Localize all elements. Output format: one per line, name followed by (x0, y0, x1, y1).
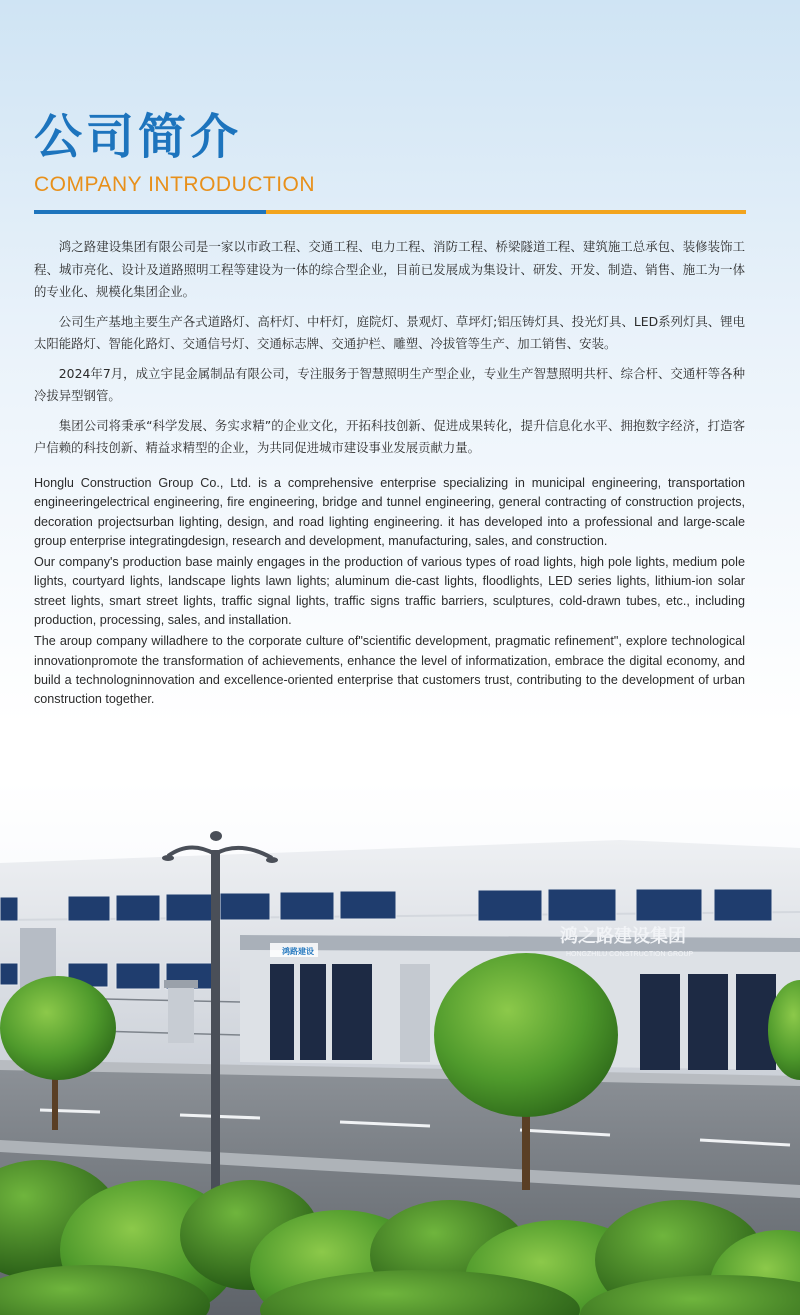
intro-cn-paragraph: 公司生产基地主要生产各式道路灯、高杆灯、中杆灯，庭院灯、景观灯、草坪灯;铝压铸灯具、投光灯具、LED系列灯具、锂电太阳能路灯、智能化路灯、交通信号灯、交通标志牌、交通护栏、雕塑、冷拔管等生产、加工销售、安装。 (34, 313, 745, 351)
building-sign-cn: 鸿之路建设集团 (560, 926, 686, 947)
page-title: 公司简介 (34, 109, 243, 165)
entrance-logo-sign: 鸿路建设 (282, 947, 314, 956)
headquarters-illustration (0, 780, 800, 1315)
intro-cn-paragraph: 2024年7月，成立宇昆金属制品有限公司，专注服务于智慧照明生产型企业，专业生产智慧照明共杆、综合杆、交通杆等各种冷拔异型钢管。 (34, 365, 745, 403)
intro-en-paragraph: Our company's production base mainly engages in the production of various types of road lights, high pole lights, medium pole lights, courtyard lights, landscape lights lawn lights; aluminum die-cast lights, floodlights, LED series lights, lithium-ion solar street lights, smart street lights, traffic signal lights, traffic signs traffic barriers, sculptures, cold-drawn tubes, etc., including production, processing, sales, and installation. (34, 555, 745, 628)
building-sign-en: HONGZHILU CONSTRUCTION GROUP (566, 951, 694, 958)
title-divider-blue (34, 210, 266, 214)
intro-cn-paragraph: 鸿之路建设集团有限公司是一家以市政工程、交通工程、电力工程、消防工程、桥梁隧道工程、建筑施工总承包、装修装饰工程、城市亮化、设计及道路照明工程等建设为一体的综合型企业，目前已发展成为集设计、研发、开发、制造、销售、施工为一体的专业化、规模化集团企业。 (34, 239, 745, 299)
title-divider-orange (266, 210, 746, 214)
building (0, 840, 800, 1100)
intro-en-paragraph: Honglu Construction Group Co., Ltd. is a comprehensive enterprise specializing in municipal engineering, transportation engineeringelectrical engineering, fire engineering, bridge and tunnel engineering, general contracting of construction projects, decoration projectsurban lighting, design, and road lighting engineering. it has developed into a professional and large-scale group enterprise integratingdesign, research and development, manufacturing, sales, and construction. (34, 476, 745, 548)
page-subtitle: COMPANY INTRODUCTION (34, 173, 316, 196)
intro-cn-paragraph: 集团公司将秉承“科学发展、务实求精”的企业文化，开拓科技创新、促进成果转化，提升信息化水平、拥抱数字经济，打造客户信赖的科技创新、精益求精型的企业，为共同促进城市建设事业发展贡献力量。 (34, 417, 745, 455)
intro-english (34, 474, 745, 712)
intro-en-paragraph: The aroup company willadhere to the corporate culture of"scientific development, pragmatic refinement", explore technological innovationpromote the transformation of achievements, enhance the level of informatization, embrace the digital economy, and build a technologninnovation and excellence-oriented enterprise that customers trust, contributing to the development of urban construction together. (34, 634, 745, 707)
intro-chinese (34, 236, 745, 467)
